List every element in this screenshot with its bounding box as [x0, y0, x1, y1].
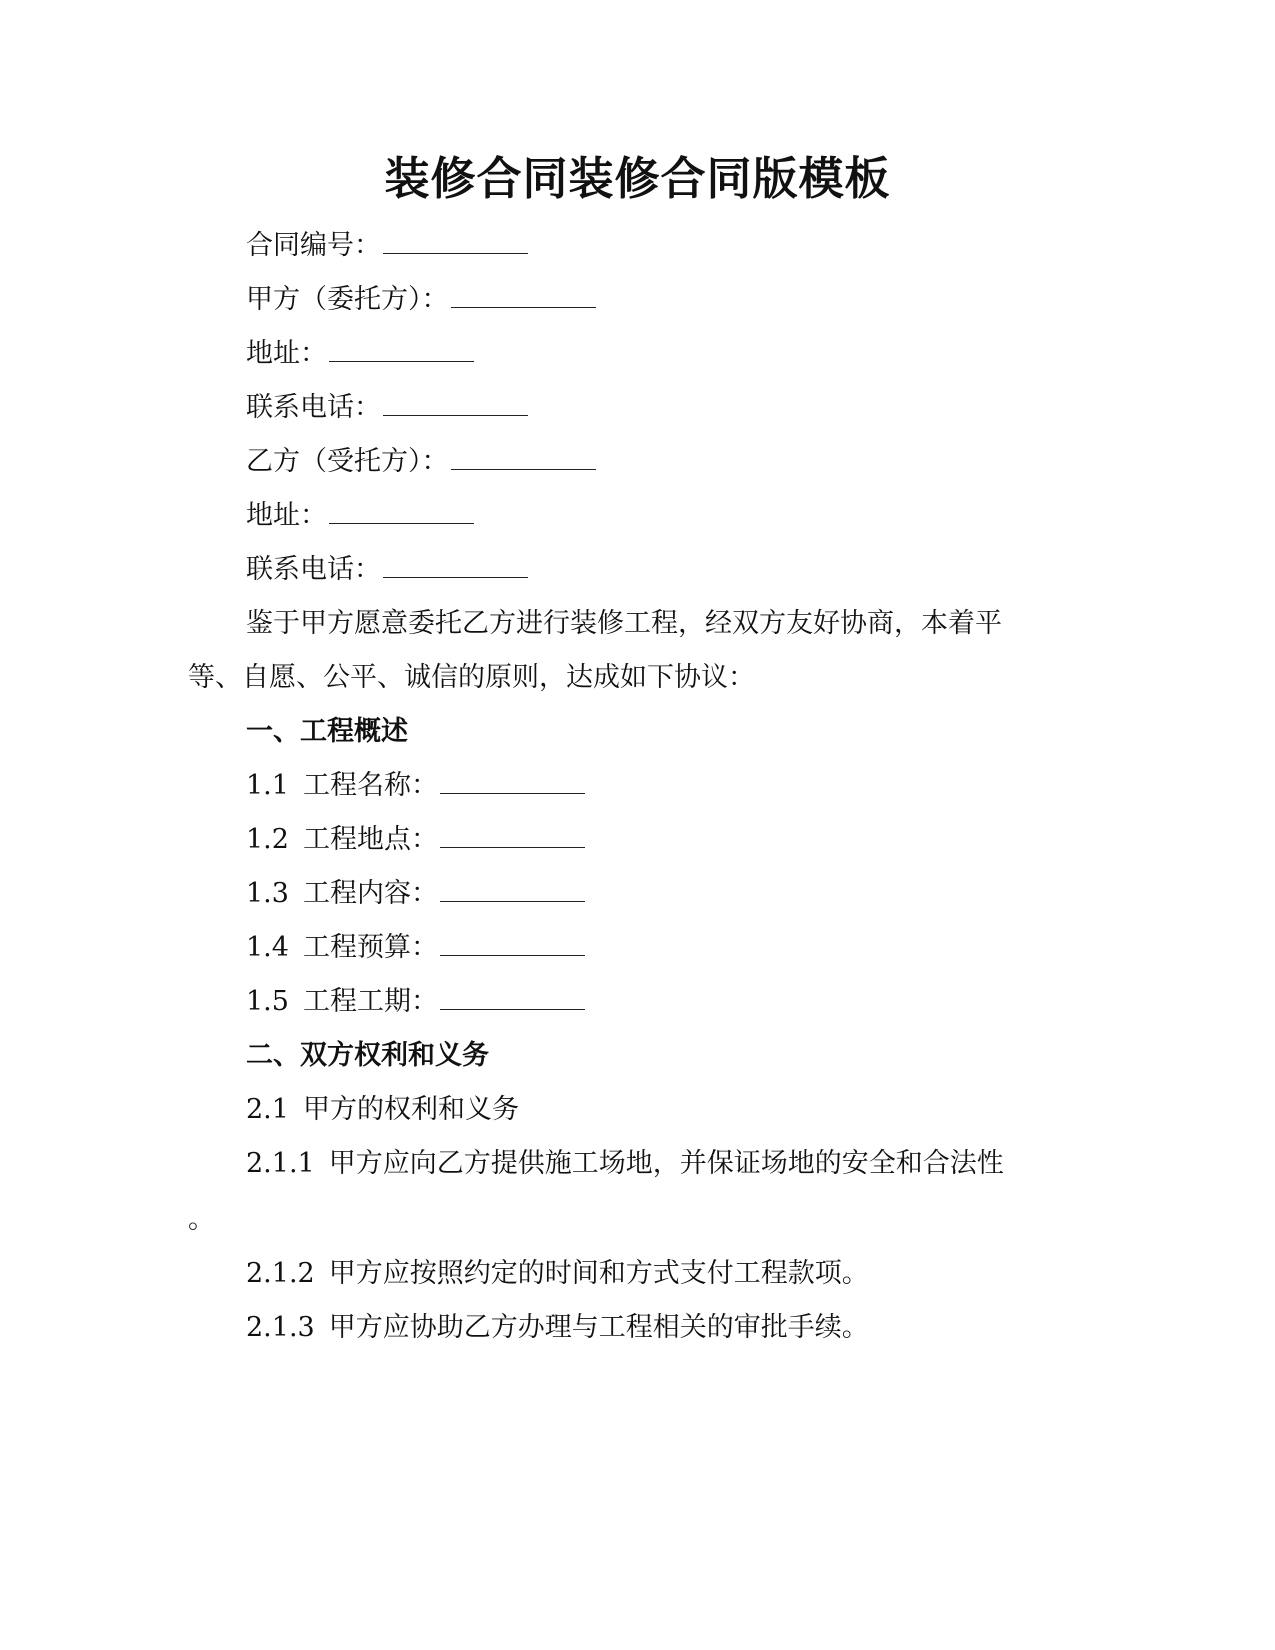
section-1-item: [246, 822, 585, 858]
blank-line: [383, 555, 528, 578]
item-label: 工程预算：: [302, 932, 438, 963]
blank-line: [383, 393, 528, 416]
section-1-item: [246, 768, 585, 804]
field-label: 联系电话：: [246, 392, 381, 423]
item-number: 1.4: [246, 932, 289, 963]
clause: [246, 1310, 869, 1346]
preamble-line-2: 等、自愿、公平、诚信的原则，达成如下协议：: [188, 662, 755, 693]
clause: [246, 1256, 869, 1292]
blank-line: [451, 447, 596, 470]
blank-line: [440, 987, 585, 1010]
item-label: 工程工期：: [302, 986, 438, 1017]
field-label: 甲方（委托方）：: [246, 284, 449, 315]
clause-number: 2.1.3: [246, 1312, 315, 1343]
field-label: 联系电话：: [246, 554, 381, 585]
field-label: 乙方（受托方）：: [246, 446, 449, 477]
section-1-item: [246, 930, 585, 966]
blank-line: [440, 933, 585, 956]
item-number: 1.1: [246, 770, 289, 801]
field-label: 地址：: [246, 338, 327, 369]
section-2-heading: 二、双方权利和义务: [246, 1040, 489, 1071]
item-number: 1.5: [246, 986, 289, 1017]
field-party-a: [246, 282, 596, 318]
blank-line: [440, 771, 585, 794]
section-2-subheading: [246, 1092, 519, 1128]
item-number: 1.3: [246, 878, 289, 909]
field-contract-number: [246, 228, 528, 264]
field-party-b-address: [246, 498, 474, 534]
section-1-heading: 一、工程概述: [246, 716, 408, 747]
clause-text: 甲方应向乙方提供施工场地，并保证场地的安全和合法性: [328, 1148, 1004, 1179]
clause-text: 甲方应按照约定的时间和方式支付工程款项。: [328, 1258, 869, 1289]
field-party-b: [246, 444, 596, 480]
clause-number: 2.1.2: [246, 1258, 315, 1289]
document-title: 装修合同装修合同版模板: [384, 152, 891, 205]
blank-line: [451, 285, 596, 308]
item-label: 工程地点：: [302, 824, 438, 855]
item-label: 工程名称：: [302, 770, 438, 801]
blank-line: [329, 339, 474, 362]
section-1-item: [246, 876, 585, 912]
item-label: 工程内容：: [302, 878, 438, 909]
clause-text: 甲方应协助乙方办理与工程相关的审批手续。: [328, 1312, 869, 1343]
item-number: 2.1: [246, 1094, 289, 1125]
clause: [246, 1146, 1004, 1182]
subheading-text: 甲方的权利和义务: [302, 1094, 519, 1125]
clause-wrap: 。: [188, 1204, 215, 1235]
preamble-line-1: 鉴于甲方愿意委托乙方进行装修工程，经双方友好协商，本着平: [246, 608, 1002, 639]
field-party-b-phone: [246, 552, 528, 588]
field-label: 合同编号：: [246, 230, 381, 261]
item-number: 1.2: [246, 824, 289, 855]
field-party-a-address: [246, 336, 474, 372]
field-party-a-phone: [246, 390, 528, 426]
blank-line: [329, 501, 474, 524]
clause-number: 2.1.1: [246, 1148, 315, 1179]
field-label: 地址：: [246, 500, 327, 531]
section-1-item: [246, 984, 585, 1020]
blank-line: [383, 231, 528, 254]
blank-line: [440, 879, 585, 902]
blank-line: [440, 825, 585, 848]
